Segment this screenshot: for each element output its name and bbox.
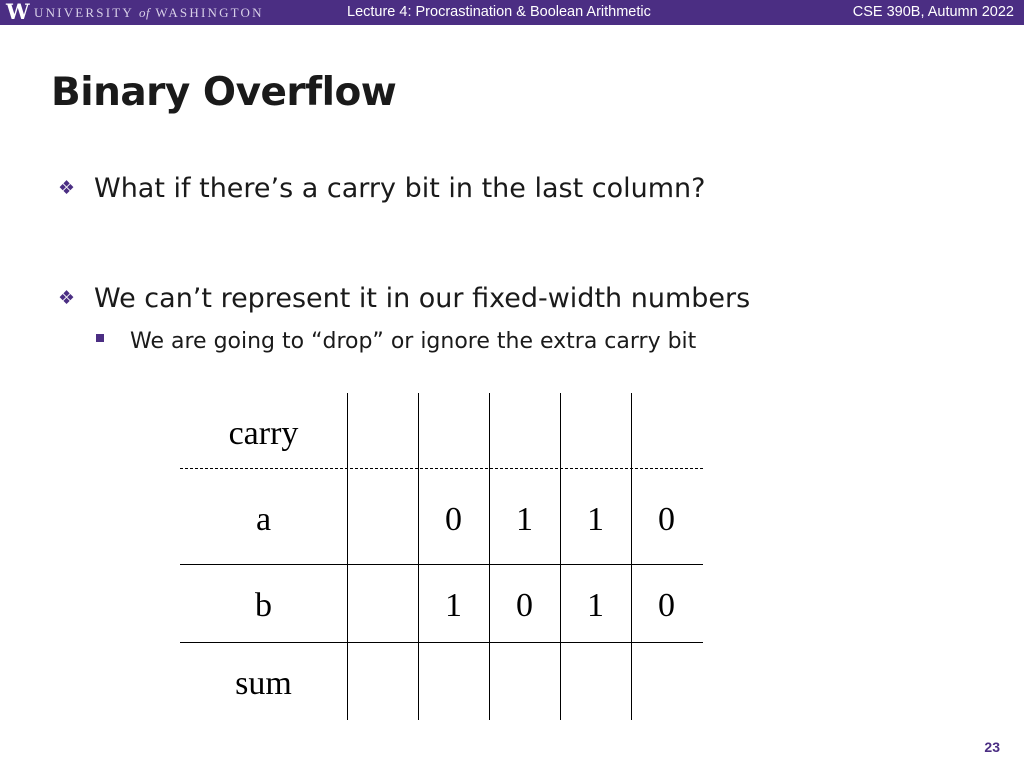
course-name: CSE 390B, Autumn 2022 [852,4,1014,20]
slide-title: Binary Overflow [51,70,397,115]
bullet-1-text: What if there’s a carry bit in the last column? [94,173,706,204]
a-bit-cell: 0 [445,501,462,538]
diamond-bullet-icon: ❖ [58,177,76,199]
row-label-b: b [255,587,272,624]
row-label-carry: carry [228,415,299,452]
uw-logo-icon: W [6,0,30,24]
lecture-title: Lecture 4: Procrastination & Boolean Arithmetic [347,4,651,20]
row-divider [180,564,703,565]
column-divider [560,393,561,720]
b-bit-cell: 1 [445,587,462,624]
row-label-a: a [255,501,272,538]
column-divider [631,393,632,720]
carry-dashed-line [180,468,703,469]
column-divider [418,393,419,720]
row-label-sum: sum [235,665,292,702]
bullet-2-text: We can’t represent it in our fixed-width numbers [94,283,751,314]
row-divider [180,642,703,643]
page-number: 23 [984,739,1000,755]
column-divider [489,393,490,720]
b-bit-cell: 1 [587,587,604,624]
a-bit-cell: 1 [516,501,533,538]
a-bit-cell: 1 [587,501,604,538]
b-bit-cell: 0 [516,587,533,624]
b-bit-cell: 0 [658,587,675,624]
column-divider [347,393,348,720]
university-name: UNIVERSITY of WASHINGTON [34,5,264,20]
a-bit-cell: 0 [658,501,675,538]
diamond-bullet-icon: ❖ [58,287,76,309]
sub-bullet-text: We are going to “drop” or ignore the extra carry bit [130,329,697,354]
